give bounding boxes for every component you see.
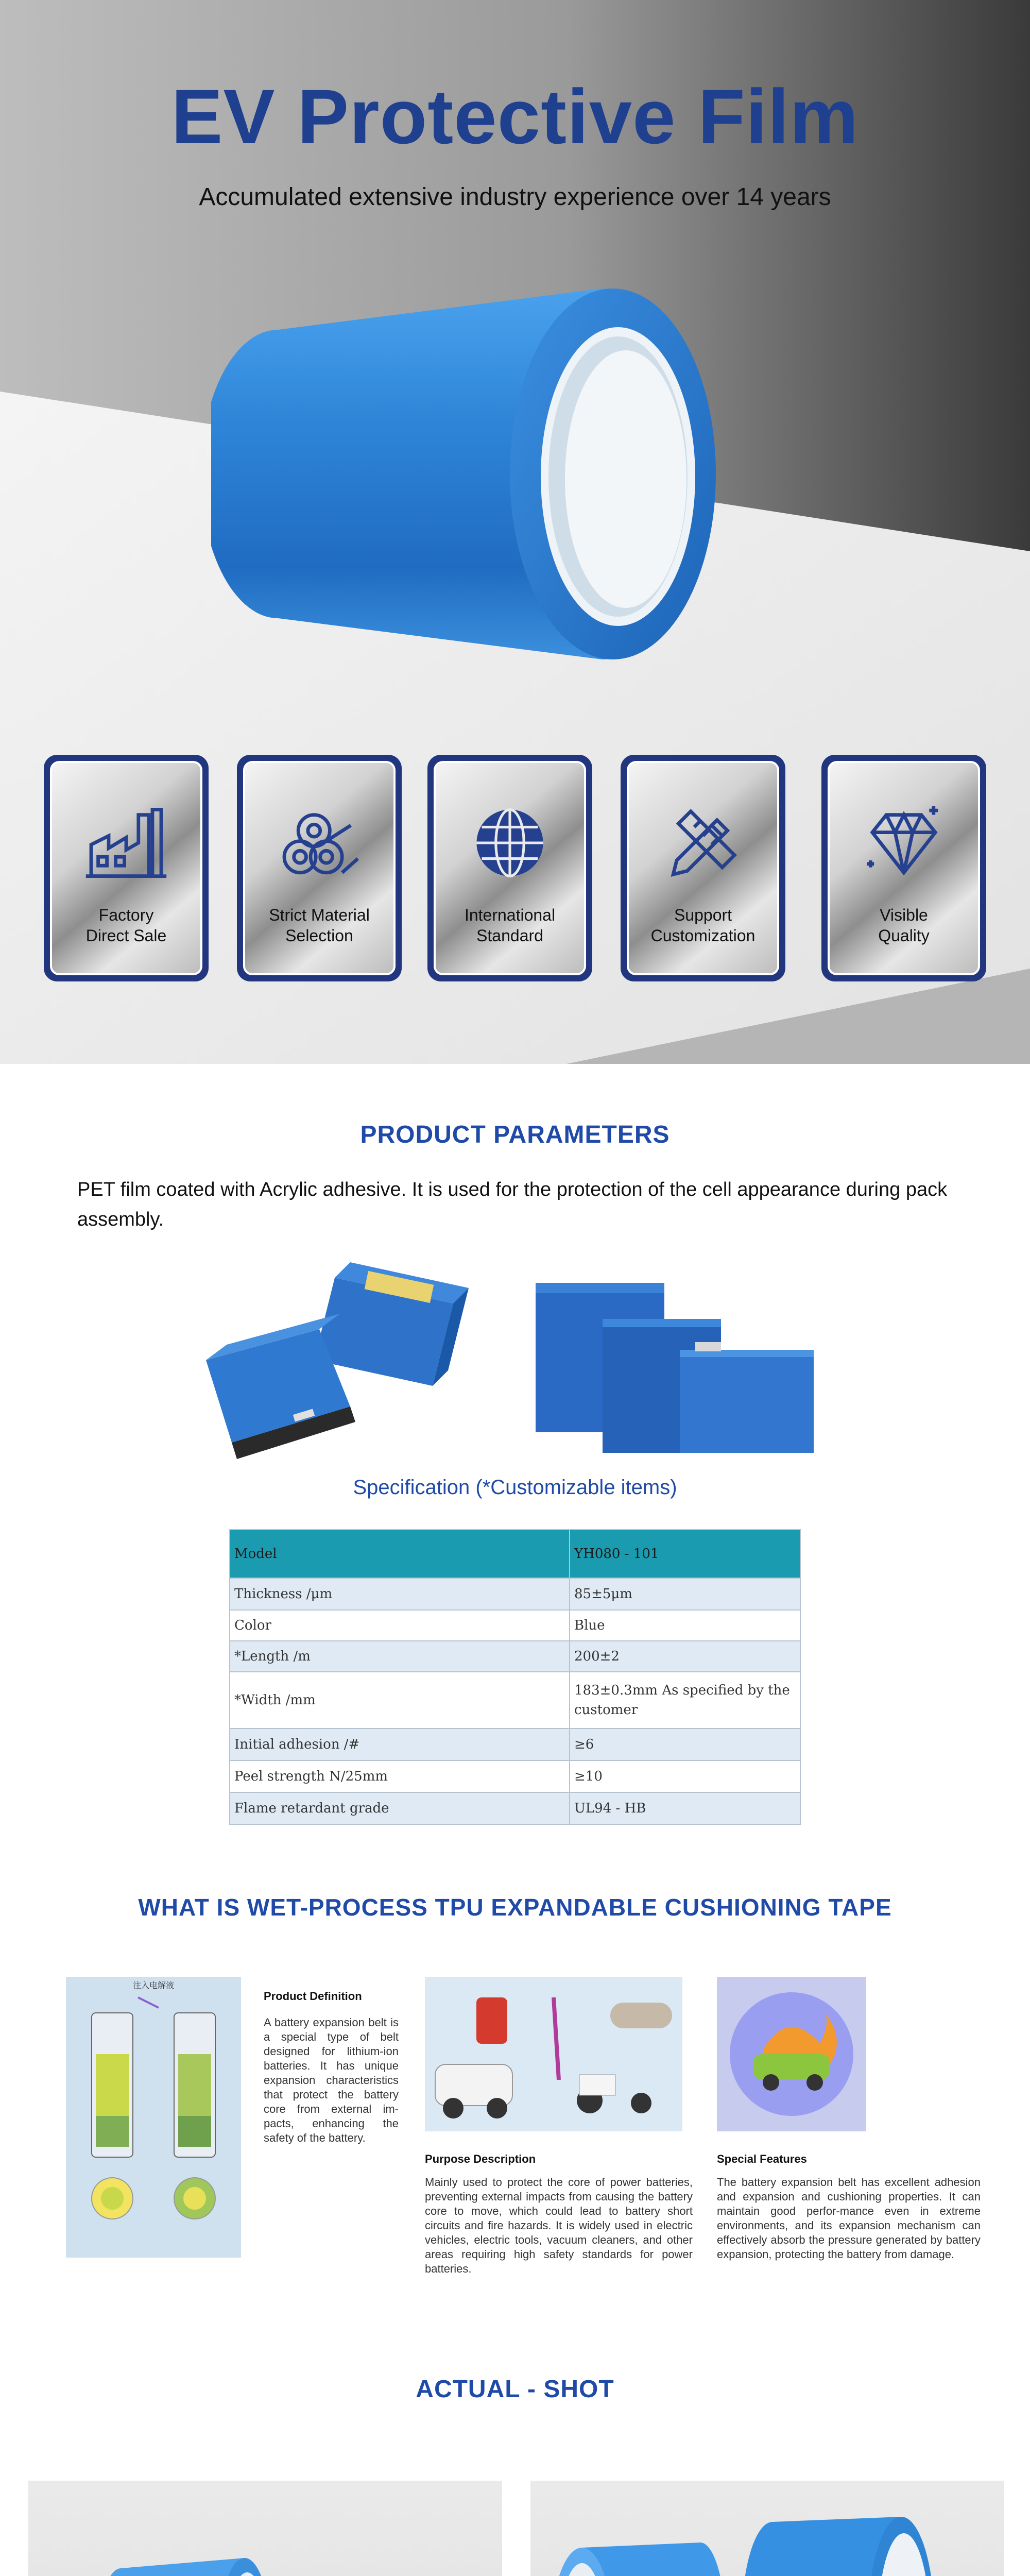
actual-shot-photo-2 (530, 2481, 1004, 2576)
specification-title: Specification (*Customizable items) (353, 1476, 677, 1499)
safety-car-image (717, 1977, 866, 2131)
table-cell: ≥10 (570, 1760, 800, 1792)
film-roll-image (211, 258, 778, 711)
feature-card-standard (427, 755, 592, 981)
table-row (230, 1578, 800, 1610)
feature-card-quality (821, 755, 986, 981)
table-cell: YH080 - 101 (570, 1530, 800, 1578)
hero-subtitle: Accumulated extensive industry experience over 14 years (199, 183, 831, 211)
specification-table (229, 1529, 801, 1825)
table-row (230, 1792, 800, 1824)
table-cell: 200±2 (570, 1641, 800, 1672)
battery-cells-image-left (196, 1257, 474, 1473)
feature-card-factory (44, 755, 209, 981)
table-cell: *Width /mm (230, 1672, 570, 1728)
table-cell: Model (230, 1530, 570, 1578)
definition-text: A battery expansion belt is a special type of belt designed for lithium-ion batteries. It has unique expansion characteristics that protect the battery core from external im-pacts, enhancing the safety of the battery. (264, 2016, 399, 2144)
factory-icon (82, 799, 170, 887)
feature-label: Strict Material Selection (269, 906, 370, 945)
battery-diagram-image (66, 1977, 241, 2258)
feature-label: Factory Direct Sale (85, 906, 167, 945)
applications-image (425, 1977, 682, 2131)
feature-card-material (237, 755, 402, 981)
purpose-text: Mainly used to protect the core of power batteries, preventing external impacts from causing the battery core to move, which could lead to battery short circuits and fire hazards. It is widely used in electric vehicles, electric tools, vacuum cleaners, and other areas requiring high safety standards for power batteries. (425, 2176, 693, 2275)
hero-banner (0, 0, 1030, 1064)
battery-cells-image-right (520, 1262, 829, 1468)
pencil-ruler-icon (659, 799, 747, 887)
table-cell: UL94 - HB (570, 1792, 800, 1824)
feature-cards (44, 755, 986, 981)
table-row (230, 1610, 800, 1641)
table-cell: Flame retardant grade (230, 1792, 570, 1824)
purpose-heading: Purpose Description (425, 2153, 536, 2165)
features-heading: Special Features (717, 2153, 807, 2165)
table-row (230, 1760, 800, 1792)
product-description: PET film coated with Acrylic adhesive. It is used for the protection of the cell appearance during pack assembly. (77, 1179, 948, 1230)
actual-shot-photo-1 (28, 2481, 502, 2576)
table-row (230, 1641, 800, 1672)
table-cell: Peel strength N/25mm (230, 1760, 570, 1792)
feature-label: Visible Quality (878, 906, 930, 945)
globe-icon (466, 799, 554, 887)
table-cell: Thickness /μm (230, 1578, 570, 1610)
feature-label: International Standard (464, 906, 556, 945)
table-cell: ≥6 (570, 1728, 800, 1760)
definition-heading: Product Definition (264, 1990, 362, 2003)
actual-shot-title: ACTUAL - SHOT (416, 2376, 614, 2403)
table-cell: 183±0.3mm As specified by the customer (570, 1672, 800, 1728)
table-cell: Blue (570, 1610, 800, 1641)
table-row (230, 1530, 800, 1578)
table-row (230, 1728, 800, 1760)
table-row (230, 1672, 800, 1728)
material-rolls-icon (276, 799, 363, 887)
feature-label: Support Customization (650, 906, 756, 945)
diamond-icon (860, 799, 948, 887)
table-cell: Color (230, 1610, 570, 1641)
hero-title: EV Protective Film (171, 73, 859, 160)
wet-process-title: WHAT IS WET-PROCESS TPU EXPANDABLE CUSHIONING TAPE (138, 1894, 892, 1921)
features-text: The battery expansion belt has excellent adhesion and expansion and cushioning properties. It can maintain good perfor-mance even in extreme environments, and its expansion mechanism can effectively absorb the pressure generated by battery expansion, protecting the battery from damage. (717, 2176, 981, 2261)
product-parameters-title: PRODUCT PARAMETERS (360, 1121, 670, 1148)
table-cell: *Length /m (230, 1641, 570, 1672)
table-cell: Initial adhesion /# (230, 1728, 570, 1760)
feature-card-customization (621, 755, 785, 981)
table-cell: 85±5μm (570, 1578, 800, 1610)
diagram-label: 注入电解液 (133, 1980, 175, 1990)
